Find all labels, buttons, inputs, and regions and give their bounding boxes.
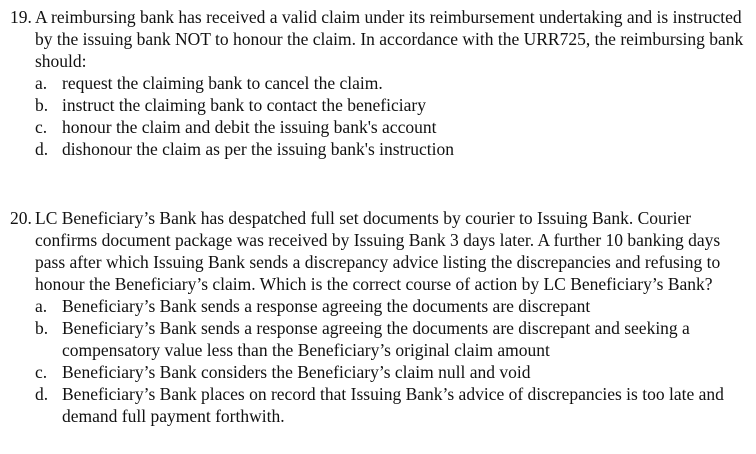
option-label: c. — [35, 362, 48, 382]
option-text: dishonour the claim as per the issuing bank's instruction — [62, 139, 454, 159]
option-c — [10, 361, 746, 383]
option-text: Beneficiary’s Bank sends a response agreeing the documents are discrepant and seeking a compensatory value less than the Beneficiary’s original claim amount — [62, 318, 690, 360]
option-text: honour the claim and debit the issuing bank's account — [62, 117, 437, 137]
question-text: A reimbursing bank has received a valid claim under its reimbursement undertaking and is instructed by the issuing bank NOT to honour the claim. In accordance with the URR725, the reimbursing bank should: — [35, 7, 744, 71]
option-label: a. — [35, 296, 48, 316]
question-text: LC Beneficiary’s Bank has despatched full set documents by courier to Issuing Bank. Courier confirms document package was received by Issuing Bank 3 days later. A further 10 banking days pass after which Issuing Bank sends a discrepancy advice listing the discrepancies and refusing to honour the Beneficiary’s claim. Which is the correct course of action by LC Beneficiary’s Bank? — [35, 208, 721, 294]
question-stem — [10, 207, 746, 295]
option-text: Beneficiary’s Bank sends a response agreeing the documents are discrepant — [62, 296, 591, 316]
option-label: d. — [35, 139, 49, 159]
question-20 — [10, 207, 746, 427]
option-label: b. — [35, 318, 49, 338]
option-label: b. — [35, 95, 49, 115]
option-b — [10, 317, 746, 361]
question-number: 19. — [10, 7, 32, 27]
question-number: 20. — [10, 208, 32, 228]
option-d — [10, 383, 746, 427]
option-text: request the claiming bank to cancel the claim. — [62, 73, 383, 93]
answer-options — [10, 295, 746, 427]
question-19 — [10, 6, 746, 160]
option-text: Beneficiary’s Bank places on record that Issuing Bank’s advice of discrepancies is too late and demand full payment forthwith. — [62, 384, 724, 426]
option-b — [10, 94, 746, 116]
option-d — [10, 138, 746, 160]
option-label: c. — [35, 117, 48, 137]
option-label: d. — [35, 384, 49, 404]
option-c — [10, 116, 746, 138]
option-label: a. — [35, 73, 48, 93]
option-a — [10, 72, 746, 94]
option-text: instruct the claiming bank to contact the beneficiary — [62, 95, 426, 115]
option-text: Beneficiary’s Bank considers the Beneficiary’s claim null and void — [62, 362, 531, 382]
option-a — [10, 295, 746, 317]
answer-options — [10, 72, 746, 160]
question-stem — [10, 6, 746, 72]
